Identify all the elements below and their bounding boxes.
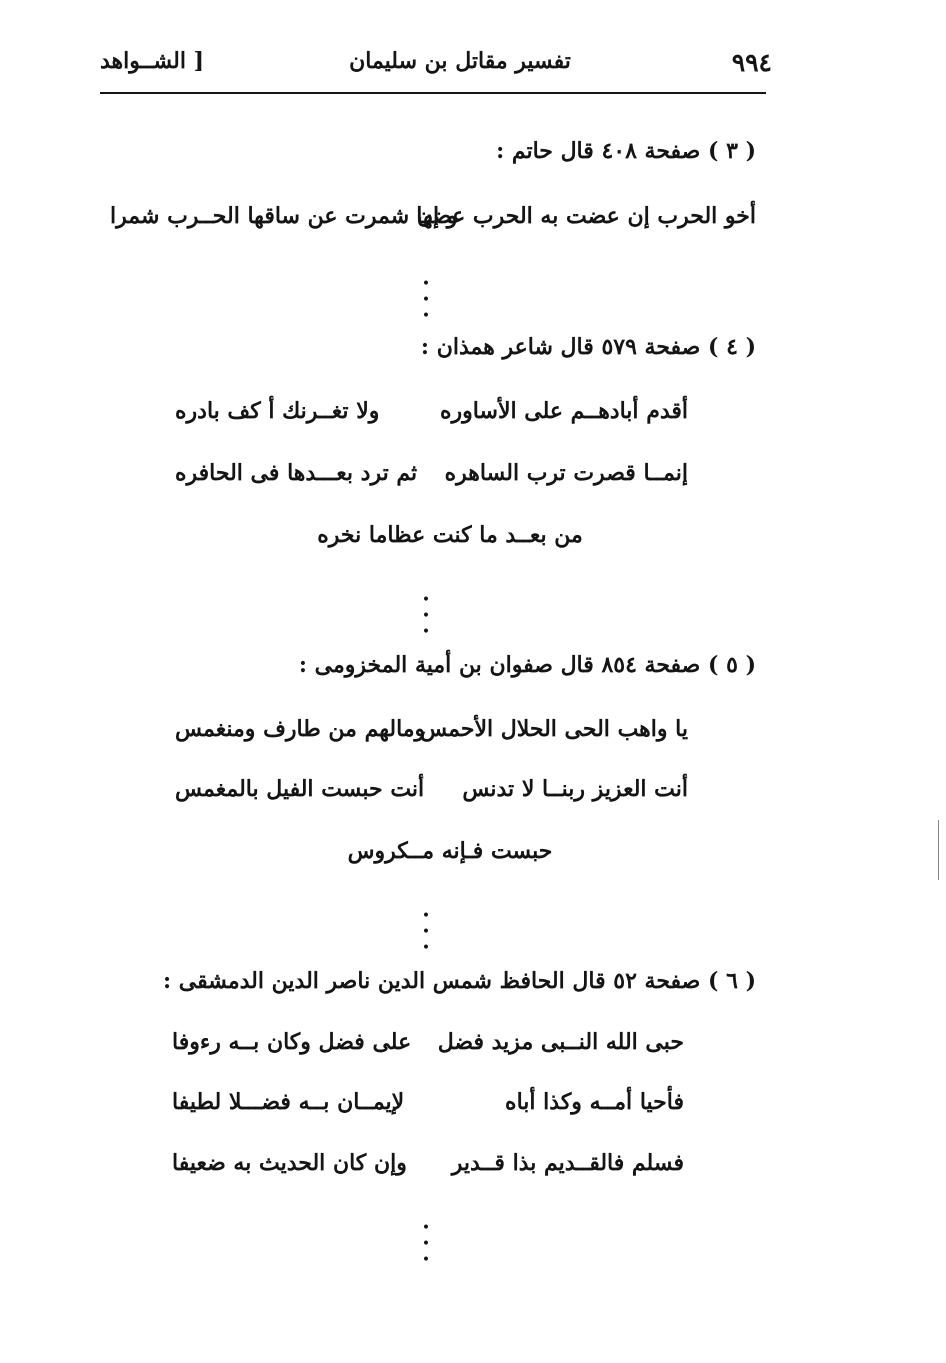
verse-second-hemistich: ثم ترد بعـــدها فى الحافره — [175, 460, 418, 486]
separator-dots: • • • — [421, 1220, 445, 1268]
verse-single-line: حبست فـإنه مــكروس — [347, 838, 553, 864]
verse-first-hemistich: فأحيا أمــه وكذا أباه — [505, 1089, 684, 1115]
scan-edge-mark — [938, 820, 939, 880]
entry-heading: ( ٥ ) صفحة ٨٥٤ قال صفوان بن أمية المخزومى : — [298, 652, 756, 678]
entry-heading: ( ٦ ) صفحة ٥٢ قال الحافظ شمس الدين ناصر الدين الدمشقى : — [162, 968, 756, 994]
entry-heading: ( ٤ ) صفحة ٥٧٩ قال شاعر همذان : — [420, 334, 756, 360]
page-number: ٩٩٤ — [731, 48, 772, 77]
verse-first-hemistich: يا واهب الحى الحلال الأحمس — [420, 716, 688, 742]
verse-second-hemistich: أنت حبست الفيل بالمغمس — [175, 776, 425, 802]
section-title: [ الشــواهد — [100, 48, 205, 74]
verse-second-hemistich: ولا تغــرنك أ كف بادره — [175, 398, 380, 424]
verse-second-hemistich: و إن شمرت عن ساقها الحــرب شمرا — [110, 203, 458, 229]
verse-first-hemistich: أقدم أبادهــم على الأساوره — [440, 398, 688, 424]
entry-heading: ( ٣ ) صفحة ٤٠٨ قال حاتم : — [496, 138, 756, 164]
verse-first-hemistich: فسلم فالقــديم بذا قــدير — [451, 1150, 684, 1176]
verse-first-hemistich: أخو الحرب إن عضت به الحرب عضها — [416, 203, 756, 229]
separator-dots: • • • — [421, 276, 445, 324]
verse-first-hemistich: إنمــا قصرت ترب الساهره — [444, 460, 688, 486]
verse-second-hemistich: وإن كان الحديث به ضعيفا — [172, 1150, 407, 1176]
header-rule — [100, 92, 766, 94]
verse-first-hemistich: حبى الله النــبى مزيد فضل — [437, 1029, 684, 1055]
verse-single-line: من بعــد ما كنت عظاما نخره — [317, 522, 583, 548]
verse-first-hemistich: أنت العزيز ربنــا لا تدنس — [462, 776, 688, 802]
running-title: تفسير مقاتل بن سليمان — [349, 48, 571, 74]
verse-second-hemistich: على فضل وكان بــه رءوفا — [172, 1029, 412, 1055]
separator-dots: • • • — [421, 592, 445, 640]
verse-second-hemistich: لإيمــان بــه فضـــلا لطيفا — [172, 1089, 405, 1115]
separator-dots: • • • — [421, 908, 445, 956]
verse-second-hemistich: ومالهم من طارف ومنغمس — [175, 716, 426, 742]
